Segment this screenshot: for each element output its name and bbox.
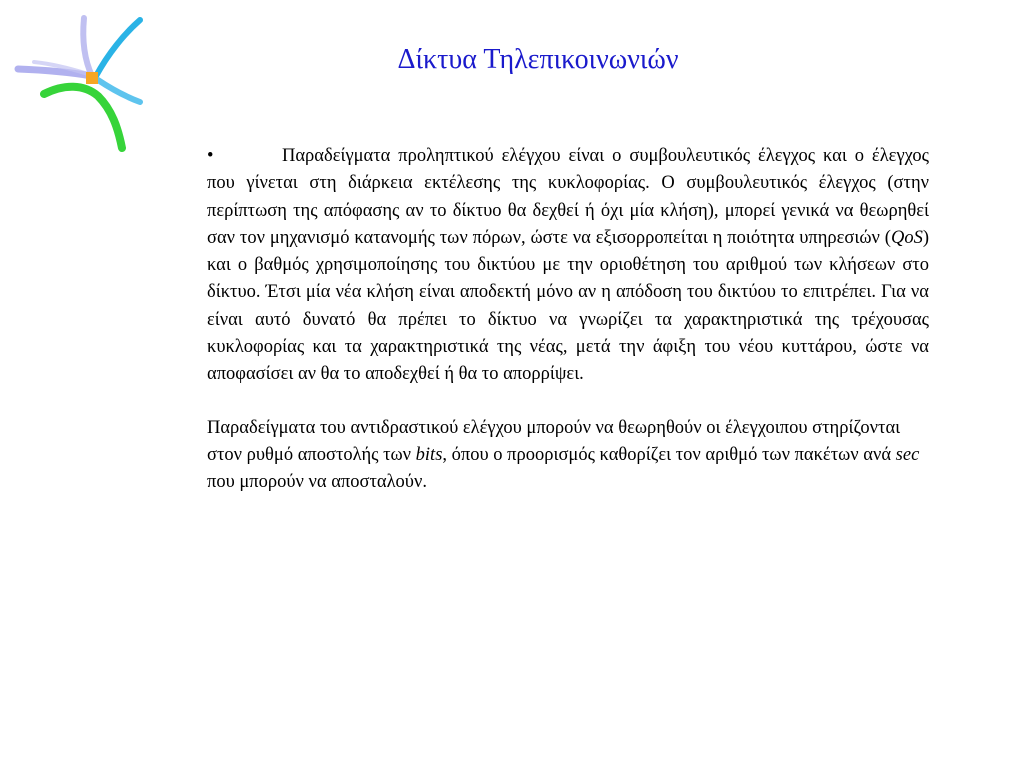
paragraph1-text-part1: Παραδείγματα προληπτικού ελέγχου είναι ο συμβουλευτικός έλεγχος και ο έλεγχος που γίνεται στη διάρκεια εκτέλεσης της κυκλοφορίας. Ο συμβουλευτικός έλεγχος (στην περίπτωση της απόφασης αν το δίκτυο θα δεχθεί ή όχι μία κλήση), μπορεί γενικά να θεωρηθεί σαν τον μηχανισμό κατανομής των πόρων, ώστε να εξισορροπείται η ποιότητα υπηρεσιών ( <box>207 146 929 248</box>
paragraph1-italic-qos: QoS <box>890 227 923 248</box>
paragraph2-text-part2: , όπου ο προορισμός καθορίζει τον αριθμό των πακέτων ανά <box>442 444 896 465</box>
paragraph2-italic-sec: sec <box>895 444 920 465</box>
paragraph-preventive-control <box>207 143 929 389</box>
paragraph2-text-part3: που μπορούν να αποσταλούν. <box>207 472 427 493</box>
bullet-marker: • <box>207 146 214 166</box>
star-burst-logo-icon <box>14 14 146 152</box>
slide-title: Δίκτυα Τηλεπικοινωνιών <box>397 44 679 75</box>
paragraph2-text-part1: Παραδείγματα του αντιδραστικού ελέγχου μπορούν να θεωρηθούν οι έλεγχοιπου στηρίζονται στον ρυθμό αποστολής των <box>207 417 901 465</box>
slide-content <box>207 143 929 497</box>
paragraph1-text-part2: ) και ο βαθμός χρησιμοποίησης του δικτύου με την οριοθέτηση του αριθμού των κλήσεων στο δίκτυο. Έτσι μία νέα κλήση είναι αποδεκτή μόνο αν η απόδοση του δικτύου το επιτρέπει. Για να είναι αυτό δυνατό θα πρέπει το δίκτυο να γνωρίζει τα χαρακτηριστικά της τρέχουσας κυκλοφορίας και τα χαρακτηριστικά της νέας, μετά την άφιξη του νέου κυττάρου, ώστε να αποφασίσει αν θα το αποδεχθεί ή θα το απορρίψει. <box>207 227 929 385</box>
paragraph2-italic-bits: bits <box>415 444 443 465</box>
paragraph-reactive-control <box>207 415 929 497</box>
